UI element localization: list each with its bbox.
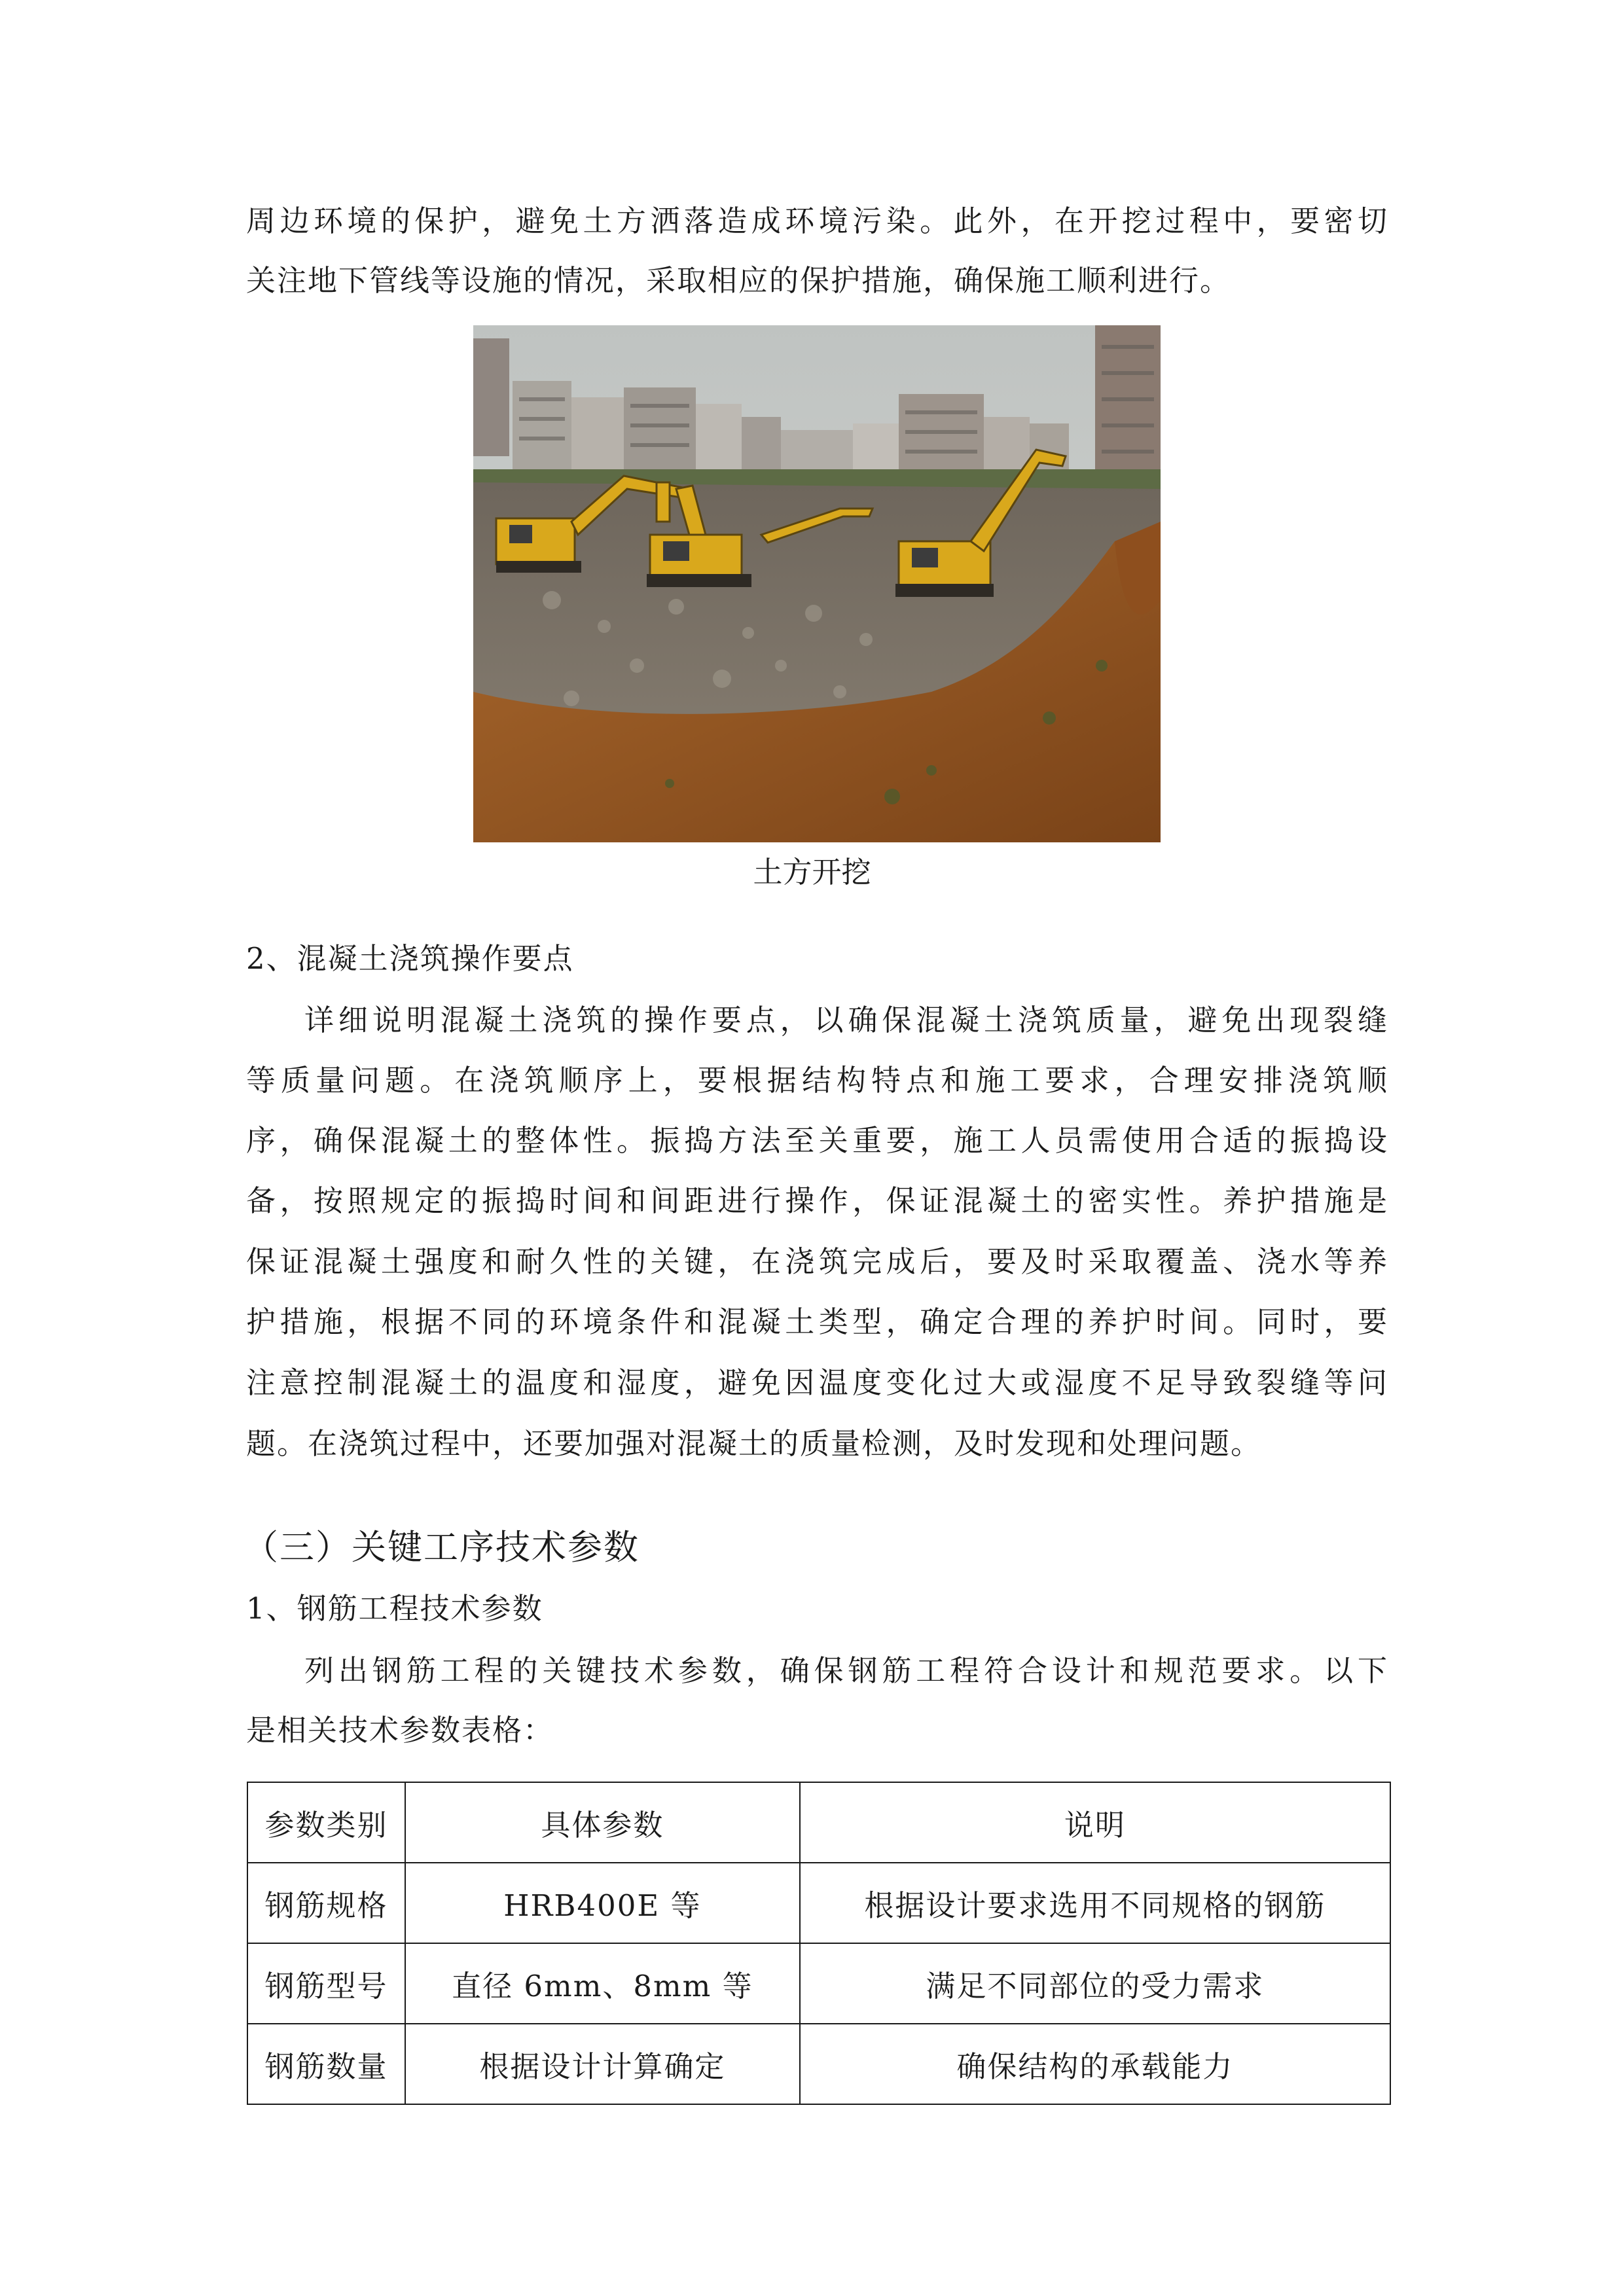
- subsection-heading: 2、混凝土浇筑操作要点: [246, 941, 574, 976]
- excavation-photo: [473, 325, 1161, 842]
- table-header-row: [247, 1782, 1390, 1863]
- table-row: [247, 1863, 1390, 1943]
- table-row: [247, 1943, 1390, 2024]
- paragraph-line: 保证混凝土强度和耐久性的关键，在浇筑完成后，要及时采取覆盖、浇水等养: [246, 1244, 1388, 1279]
- paragraph-line: 周边环境的保护，避免土方洒落造成环境污染。此外，在开挖过程中，要密切: [246, 204, 1388, 238]
- table-cell: 钢筋数量: [247, 2024, 405, 2104]
- paragraph-line: 序，确保混凝土的整体性。振捣方法至关重要，施工人员需使用合适的振捣设: [246, 1123, 1388, 1158]
- table-cell: 钢筋规格: [247, 1863, 405, 1943]
- paragraph-line: 列出钢筋工程的关键技术参数，确保钢筋工程符合设计和规范要求。以下: [304, 1653, 1388, 1688]
- table-cell: 直径 6mm、8mm 等: [405, 1943, 800, 2024]
- paragraph-line: 护措施，根据不同的环境条件和混凝土类型，确定合理的养护时间。同时，要: [246, 1304, 1388, 1339]
- paragraph-line: 等质量问题。在浇筑顺序上，要根据结构特点和施工要求，合理安排浇筑顺: [246, 1063, 1388, 1098]
- table-header-cell: 说明: [800, 1782, 1390, 1863]
- figure-caption: 土方开挖: [753, 855, 871, 889]
- paragraph-line: 是相关技术参数表格：: [246, 1713, 554, 1748]
- table-header-cell: 具体参数: [405, 1782, 800, 1863]
- table-cell: 根据设计要求选用不同规格的钢筋: [800, 1863, 1390, 1943]
- table-cell: 满足不同部位的受力需求: [800, 1943, 1390, 2024]
- paragraph-line: 题。在浇筑过程中，还要加强对混凝土的质量检测，及时发现和处理问题。: [246, 1426, 1262, 1461]
- table-cell: HRB400E 等: [405, 1863, 800, 1943]
- paragraph-line: 关注地下管线等设施的情况，采取相应的保护措施，确保施工顺利进行。: [246, 263, 1231, 298]
- paragraph-line: 详细说明混凝土浇筑的操作要点，以确保混凝土浇筑质量，避免出现裂缝: [304, 1003, 1388, 1037]
- table-header-cell: 参数类别: [247, 1782, 405, 1863]
- table-cell: 确保结构的承载能力: [800, 2024, 1390, 2104]
- table-row: [247, 2024, 1390, 2104]
- subsection-heading: 1、钢筋工程技术参数: [246, 1591, 543, 1626]
- paragraph-line: 备，按照规定的振捣时间和间距进行操作，保证混凝土的密实性。养护措施是: [246, 1183, 1388, 1218]
- table-cell: 钢筋型号: [247, 1943, 405, 2024]
- rebar-parameters-table: [247, 1782, 1391, 2105]
- table-cell: 根据设计计算确定: [405, 2024, 800, 2104]
- section-heading: （三）关键工序技术参数: [244, 1528, 640, 1568]
- paragraph-line: 注意控制混凝土的温度和湿度，避免因温度变化过大或湿度不足导致裂缝等问: [246, 1365, 1388, 1400]
